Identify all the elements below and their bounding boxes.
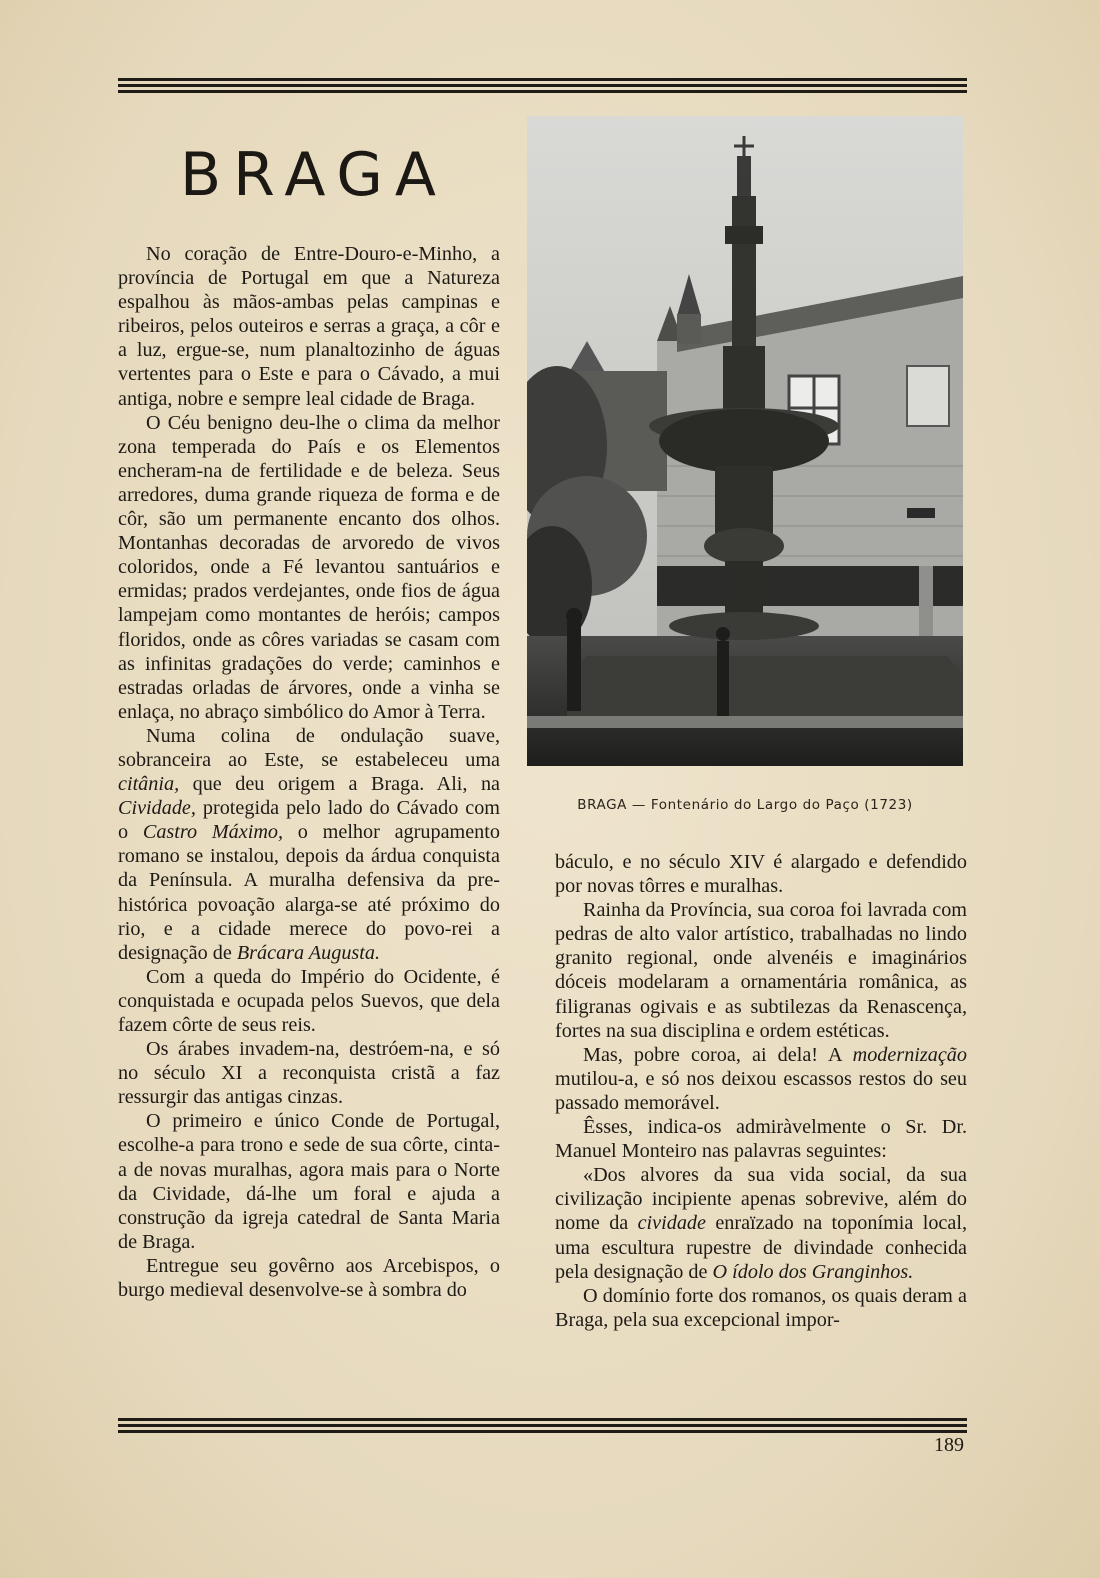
paragraph: Os árabes invadem-na, destróem-na, e só no século XI a reconquista cristã a faz ressurgir das antigas cinzas.	[118, 1038, 500, 1109]
right-column	[555, 850, 967, 1332]
top-rule	[118, 78, 967, 96]
article-title: BRAGA	[180, 140, 448, 210]
paragraph: Mas, pobre coroa, ai dela! A modernização mutilou-a, e só nos deixou escassos restos do seu passado memorável.	[555, 1043, 967, 1114]
paragraph: báculo, e no século XIV é alargado e defendido por novas tôrres e muralhas.	[555, 851, 967, 898]
paragraph: O domínio forte dos romanos, os quais deram a Braga, pela sua excepcional impor-	[555, 1284, 967, 1331]
paragraph: O primeiro e único Conde de Portugal, escolhe-a para trono e sede de sua côrte, cinta-a de novas muralhas, agora mais para o Norte da Cividade, dá-lhe um foral e ajuda a construção da igreja catedral de Santa Maria de Braga.	[118, 1110, 500, 1253]
paragraph: Êsses, indica-os admiràvelmente o Sr. Dr. Manuel Monteiro nas palavras seguintes:	[555, 1116, 967, 1163]
paragraph: O Céu benigno deu-lhe o clima da melhor zona temperada do País e os Elementos encheram-na de fertilidade e de beleza. Seus arredores, duma grande riqueza de forma e de côr, são um permanente encanto dos olhos. Montanhas decoradas de arvoredo de vivos coloridos, onde a Fé levantou santuários e ermidas; prados verdejantes, onde fios de água lampejam como montantes de heróis; campos floridos, onde as côres variadas se casam com as infinitas gradações do verde; caminhos e estradas orladas de árvores, onde a vinha se enlaça, no abraço simbólico do Amor à Terra.	[118, 411, 500, 723]
page-number: 189	[934, 1434, 964, 1456]
fountain-photo	[527, 116, 963, 766]
paragraph: Rainha da Província, sua coroa foi lavrada com pedras de alto valor artístico, trabalhadas no lindo granito regional, onde alvenéis e imaginários dóceis modelaram a ornamentária românica, as filigranas ogivais e as subtilezas da Renascença, fortes na sua disciplina e ordem estéticas.	[555, 899, 967, 1042]
paragraph: No coração de Entre-Douro-e-Minho, a província de Portugal em que a Natureza espalhou às mãos-ambas pelas campinas e ribeiros, pelos outeiros e serras a graça, a côr e a luz, ergue-se, num planaltozinho de águas vertentes para o Este e para o Cávado, a mui antiga, nobre e sempre leal cidade de Braga.	[118, 243, 500, 410]
paragraph: Com a queda do Império do Ocidente, é conquistada e ocupada pelos Suevos, que dela fazem côrte de seus reis.	[118, 965, 500, 1036]
photo-caption: BRAGA — Fontenário do Largo do Paço (1723)	[577, 797, 913, 813]
paragraph: Numa colina de ondulação suave, sobranceira ao Este, se estabeleceu uma citânia, que deu origem a Braga. Ali, na Cividade, protegida pelo lado do Cávado com o Castro Máximo, o melhor agrupamento romano se instalou, depois da árdua conquista da Península. A muralha defensiva da pre-histórica povoação alarga-se até próximo do rio, e a cidade merece do povo-rei a designação de Brácara Augusta.	[118, 724, 500, 964]
paragraph: Entregue seu govêrno aos Arcebispos, o burgo medieval desenvolve-se à sombra do	[118, 1254, 500, 1302]
bottom-rule	[118, 1418, 967, 1436]
left-column	[118, 242, 500, 1302]
paragraph: «Dos alvores da sua vida social, da sua civilização incipiente apenas sobrevive, além do nome da cividade enraïzado na toponímia local, uma escultura rupestre de divindade conhecida pela designação de O ídolo dos Granginhos.	[555, 1164, 967, 1283]
